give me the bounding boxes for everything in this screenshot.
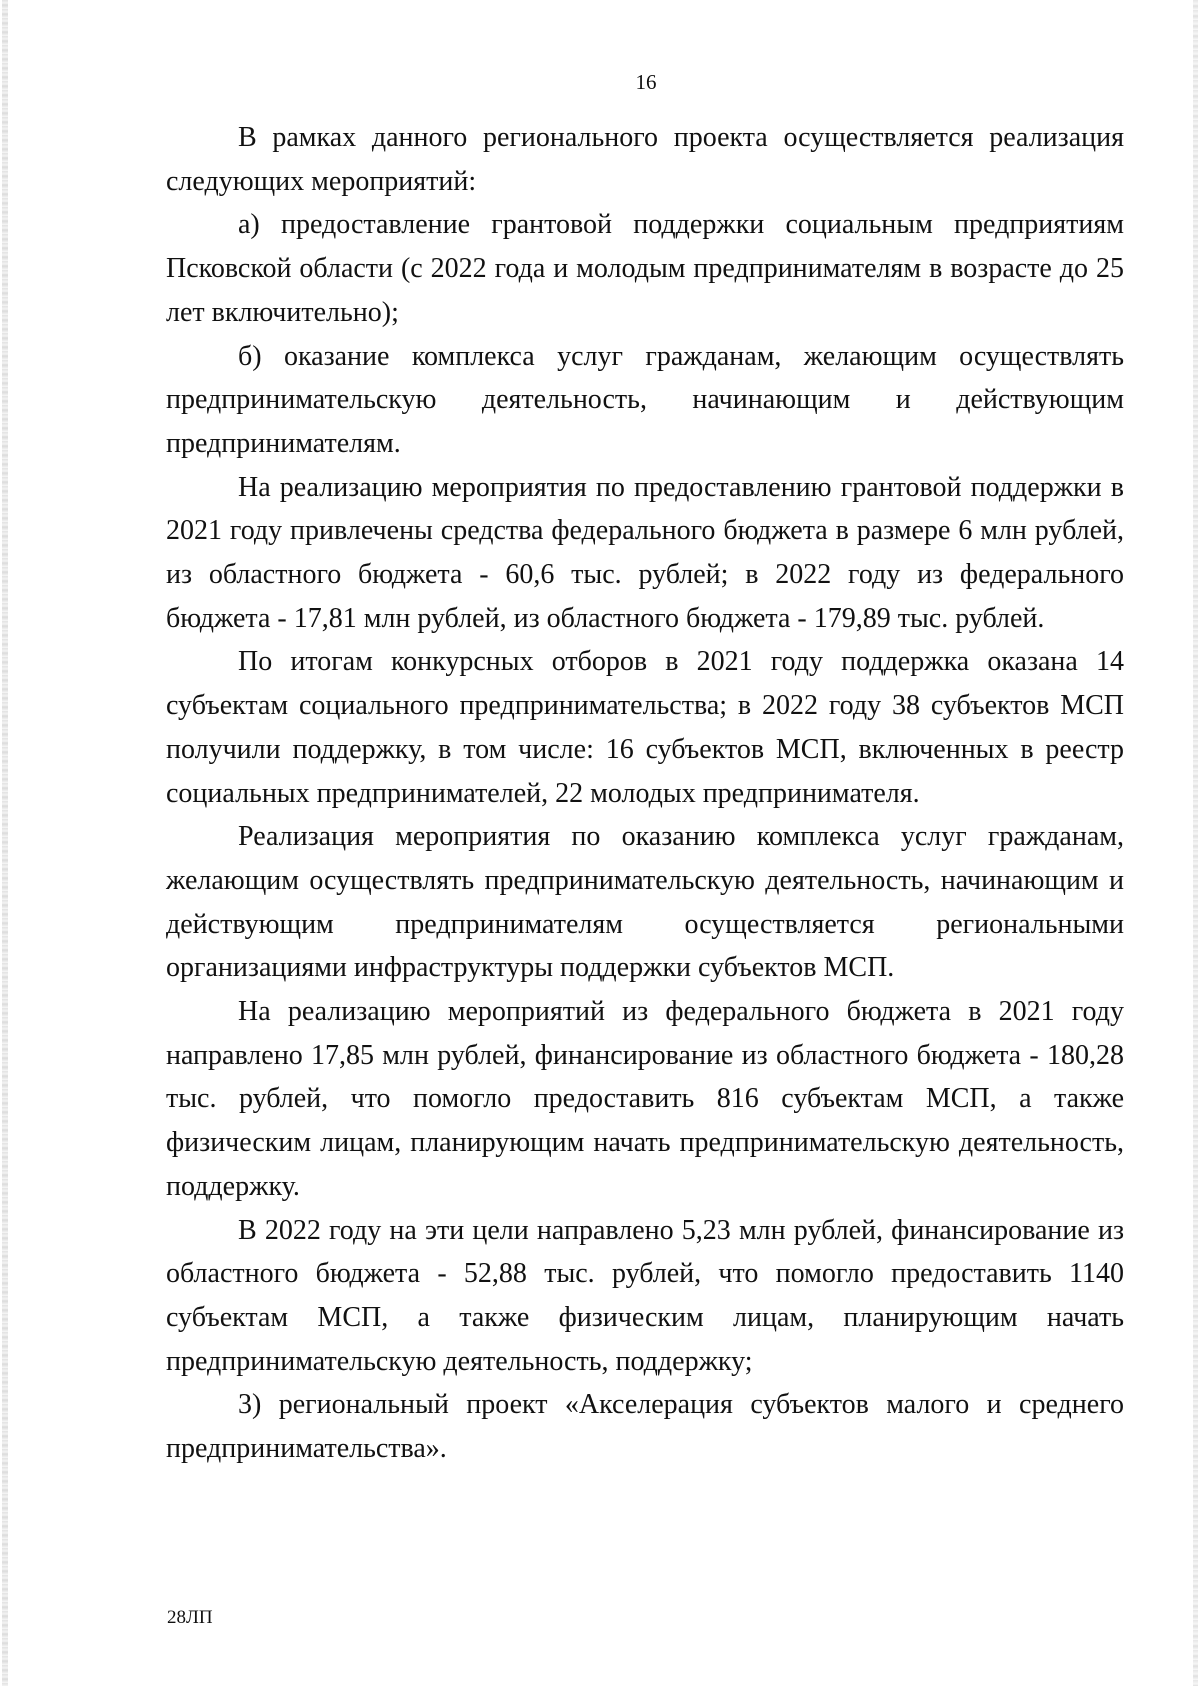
paragraph-intro: В рамках данного регионального проекта осуществляется реализация следующих мероприятий: xyxy=(166,122,1124,197)
scan-edge-right xyxy=(1193,0,1198,1686)
paragraph-item-a: а) предоставление грантовой поддержки социальным предприятиям Псковской области (с 2022 года и молодым предпринимателям в возрасте до 25 лет включительно); xyxy=(166,209,1124,328)
paragraph-grant-funding: На реализацию мероприятия по предоставлению грантовой поддержки в 2021 году привлечены средства федерального бюджета в размере 6 млн рублей, из областного бюджета - 60,6 тыс. рублей; в 2022 году из федерального бюджета - 17,81 млн рублей, из областного бюджета - 179,89 тыс. рублей. xyxy=(166,471,1124,634)
scan-edge-left xyxy=(2,0,8,1686)
paragraph-item-b: б) оказание комплекса услуг гражданам, желающим осуществлять предпринимательскую деятельность, начинающим и действующим предпринимателям. xyxy=(166,340,1124,459)
paragraph-project-3: 3) региональный проект «Акселерация субъектов малого и среднего предпринимательства». xyxy=(166,1389,1124,1465)
paragraph-services-implementation: Реализация мероприятия по оказанию комплекса услуг гражданам, желающим осуществлять предпринимательскую деятельность, начинающим и действующим предпринимателям осуществляется региональными организациями инфраструктуры поддержки субъектов МСП. xyxy=(166,821,1124,984)
paragraph-funding-2021: На реализацию мероприятий из федерального бюджета в 2021 году направлено 17,85 млн рублей, финансирование из областного бюджета - 180,28 тыс. рублей, что помогло предоставить 816 субъектам МСП, а также физическим лицам, планирующим начать предпринимательскую деятельность, поддержку. xyxy=(166,996,1124,1202)
page-number: 16 xyxy=(635,70,657,94)
paragraph-funding-2022: В 2022 году на эти цели направлено 5,23 млн рублей, финансирование из областного бюджета - 52,88 тыс. рублей, что помогло предоставить 1140 субъектам МСП, а также физическим лицам, планирующим начать предпринимательскую деятельность, поддержку; xyxy=(166,1214,1124,1377)
paragraph-selection-results: По итогам конкурсных отборов в 2021 году поддержка оказана 14 субъектам социального предпринимательства; в 2022 году 38 субъектов МСП получили поддержку, в том числе: 16 субъектов МСП, включенных в реестр социальных предпринимателей, 22 молодых предпринимателя. xyxy=(166,646,1124,809)
footer-document-code: 28ЛП xyxy=(167,1607,213,1628)
document-body xyxy=(166,116,1124,1471)
